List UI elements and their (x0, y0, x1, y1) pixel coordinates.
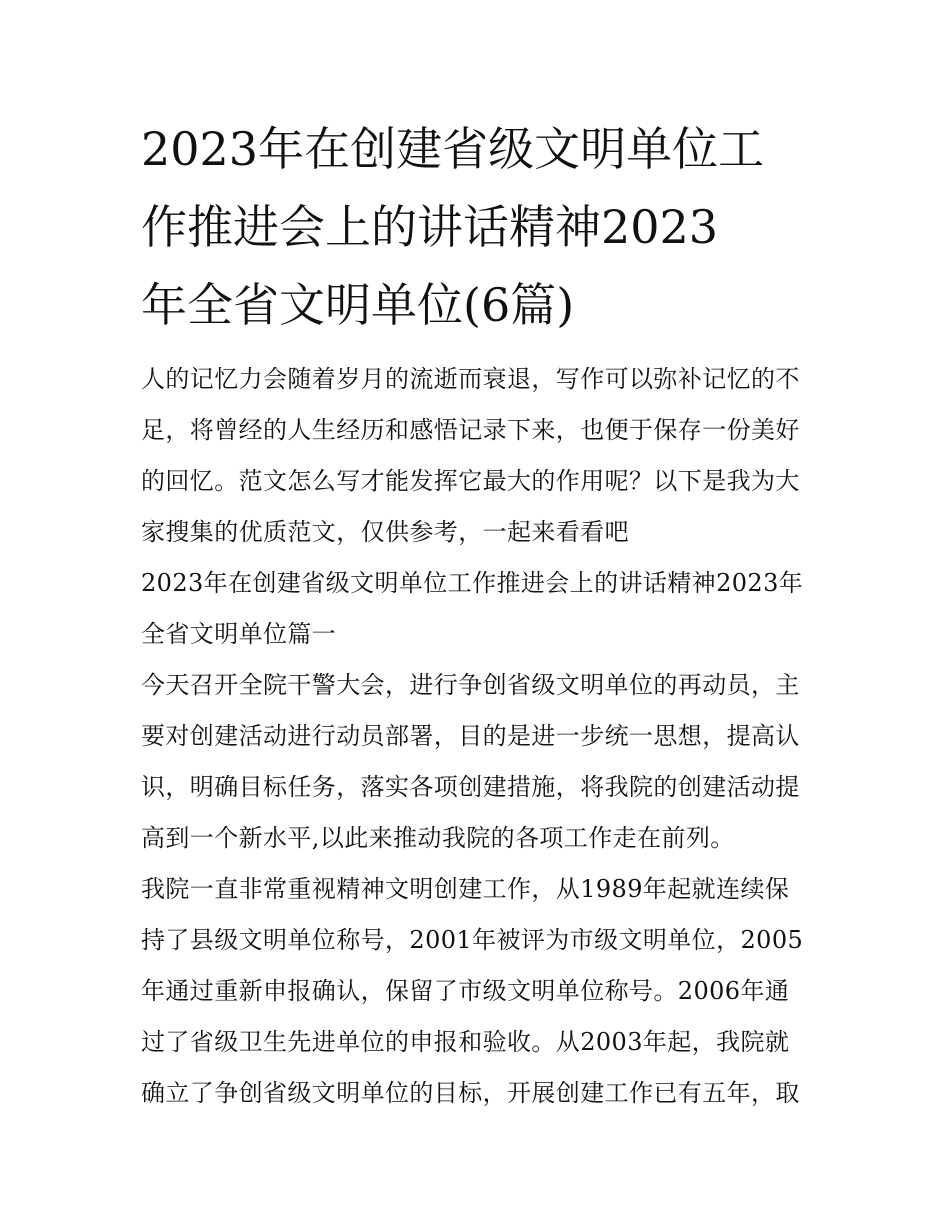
body-line: 要对创建活动进行动员部署，目的是进一步统一思想，提高认 (141, 722, 800, 750)
body-line: 高到一个新水平,以此来推动我院的各项工作走在前列。 (141, 824, 735, 852)
body-line: 今天召开全院干警大会，进行争创省级文明单位的再动员，主 (141, 671, 800, 699)
title-line: 作推进会上的讲话精神2023 (141, 200, 719, 254)
body-line: 识，明确目标任务，落实各项创建措施，将我院的创建活动提 (141, 773, 800, 801)
body-line: 持了县级文明单位称号，2001年被评为市级文明单位，2005 (141, 926, 804, 954)
body-line: 人的记忆力会随着岁月的流逝而衰退，写作可以弥补记忆的不 (141, 365, 800, 393)
title-line: 2023年在创建省级文明单位工 (141, 122, 765, 176)
body-line: 确立了争创省级文明单位的目标，开展创建工作已有五年，取 (141, 1079, 800, 1107)
body-line: 的回忆。范文怎么写才能发挥它最大的作用呢？以下是我为大 (141, 467, 800, 495)
body-line: 年通过重新申报确认，保留了市级文明单位称号。2006年通 (141, 977, 790, 1005)
body-line: 我院一直非常重视精神文明创建工作，从1989年起就连续保 (141, 875, 790, 903)
body-line: 足，将曾经的人生经历和感悟记录下来，也便于保存一份美好 (141, 416, 800, 444)
document-title (141, 110, 821, 344)
section-heading-line: 全省文明单位篇一 (141, 620, 337, 648)
section-heading-line: 2023年在创建省级文明单位工作推进会上的讲话精神2023年 (141, 569, 804, 597)
body-line: 过了省级卫生先进单位的申报和验收。从2003年起，我院就 (141, 1028, 790, 1056)
body-line: 家搜集的优质范文，仅供参考，一起来看看吧 (141, 518, 629, 546)
title-line: 年全省文明单位(6篇) (141, 278, 575, 332)
